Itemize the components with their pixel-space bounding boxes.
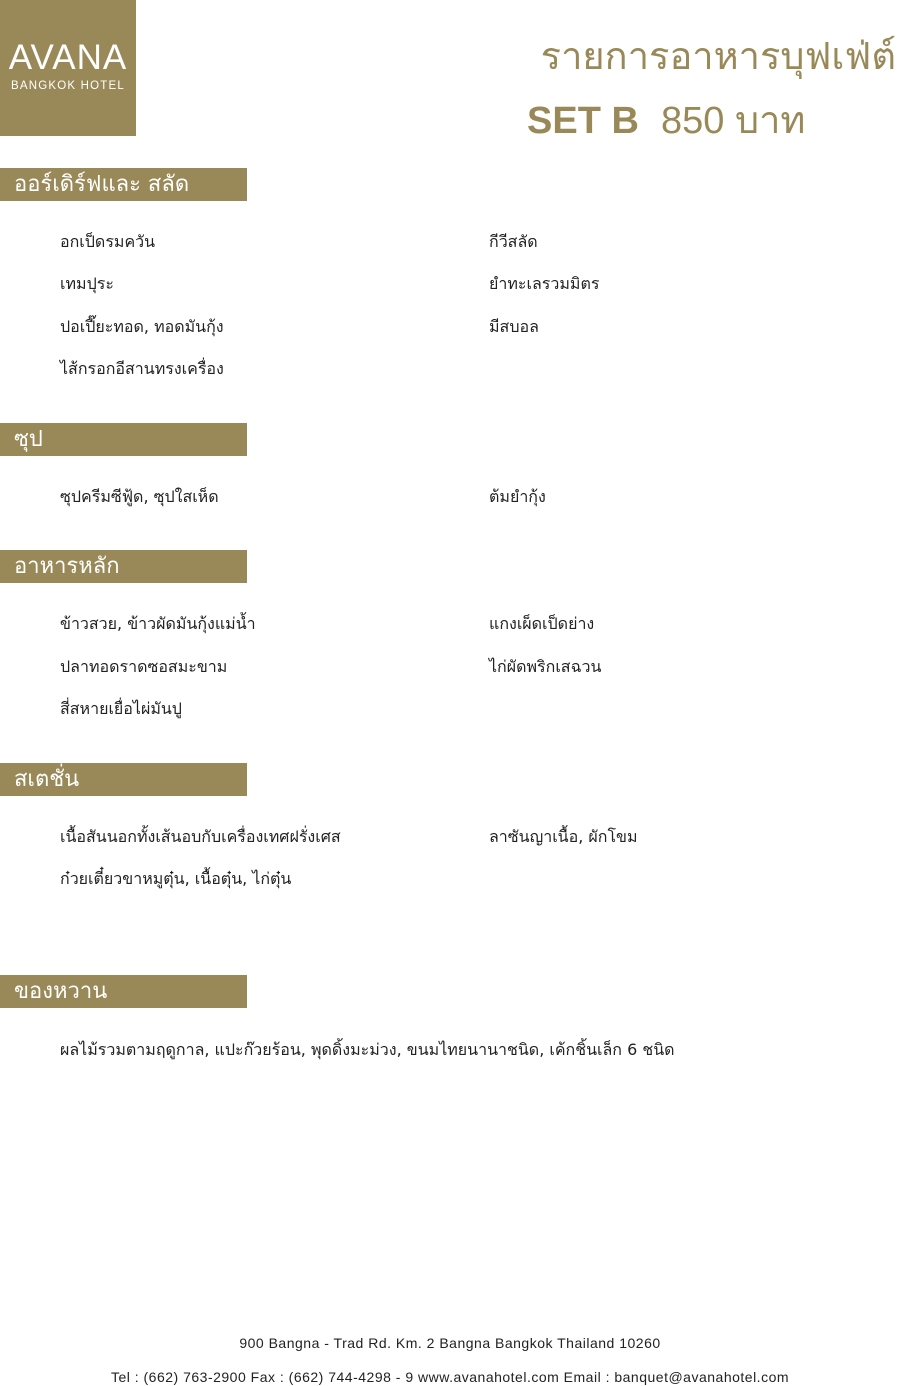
menu-item: มีสบอล	[489, 317, 539, 336]
section-heading-station: สเตชั่น	[0, 763, 247, 796]
menu-item: ลาซันญาเนื้อ, ผักโขม	[489, 827, 638, 846]
menu-item: อกเป็ดรมควัน	[60, 232, 156, 251]
menu-item: ก๋วยเตี๋ยวขาหมูตุ๋น, เนื้อตุ๋น, ไก่ตุ๋น	[60, 869, 292, 888]
menu-item: ยำทะเลรวมมิตร	[489, 274, 600, 293]
menu-item: ผลไม้รวมตามฤดูกาล, แปะก๊วยร้อน, พุดดิ้งมะม่วง, ขนมไทยนานาชนิด, เค้กชิ้นเล็ก 6 ชนิด	[60, 1040, 675, 1059]
hotel-logo	[0, 0, 136, 136]
menu-item: แกงเผ็ดเป็ดย่าง	[489, 614, 595, 633]
menu-item: ปลาทอดราดซอสมะขาม	[60, 657, 228, 676]
section-heading-main-course: อาหารหลัก	[0, 550, 247, 583]
menu-item: ต้มยำกุ้ง	[489, 487, 546, 506]
menu-item: ข้าวสวย, ข้าวผัดมันกุ้งแม่น้ำ	[60, 614, 256, 633]
menu-item: เนื้อสันนอกทั้งเส้นอบกับเครื่องเทศฝรั่งเศส	[60, 827, 341, 846]
menu-item: กีวีสลัด	[489, 232, 538, 251]
section-heading-appetizers: ออร์เดิร์ฟและ สลัด	[0, 168, 247, 201]
set-price-heading	[527, 98, 805, 145]
logo-subtitle: BANGKOK HOTEL	[10, 80, 125, 92]
menu-item: ไก่ผัดพริกเสฉวน	[489, 657, 602, 676]
section-heading-dessert: ของหวาน	[0, 975, 247, 1008]
page-title: รายการอาหารบุฟเฟ่ต์	[540, 34, 896, 78]
menu-item: ซุปครีมซีฟู้ด, ซุปใสเห็ด	[60, 487, 219, 506]
menu-item: เทมปุระ	[60, 274, 114, 293]
menu-item: สี่สหายเยื่อไผ่มันปู	[60, 699, 182, 718]
set-price: 850 บาท	[661, 100, 806, 142]
footer-address: 900 Bangna - Trad Rd. Km. 2 Bangna Bangkok Thailand 10260	[239, 1335, 661, 1351]
set-label: SET B	[527, 100, 639, 142]
logo-brand: AVANA	[8, 38, 128, 77]
menu-item: ปอเปี๊ยะทอด, ทอดมันกุ้ง	[60, 317, 224, 336]
section-heading-soup: ซุป	[0, 423, 247, 456]
menu-item: ไส้กรอกอีสานทรงเครื่อง	[60, 359, 224, 378]
footer-contact: Tel : (662) 763-2900 Fax : (662) 744-4298 - 9 www.avanahotel.com Email : banquet@avanahotel.com	[110, 1369, 790, 1385]
